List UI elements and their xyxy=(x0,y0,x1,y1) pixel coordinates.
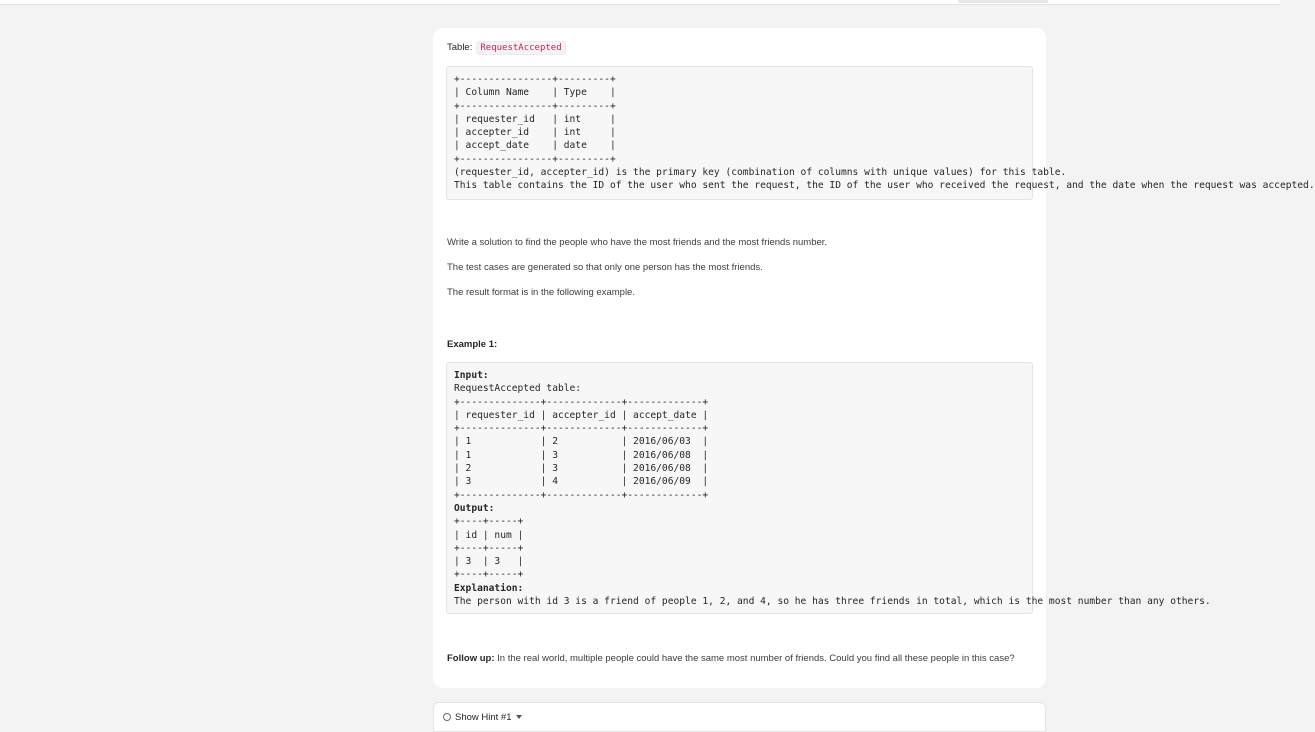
show-hint-label: Show Hint #1 xyxy=(455,712,512,723)
table-intro xyxy=(447,42,566,53)
output-body: +----+-----+ | id | num | +----+-----+ | 3 | 3 | +----+-----+ xyxy=(454,516,524,581)
table-intro-label: Table: xyxy=(447,42,473,53)
input-body: RequestAccepted table: +--------------+-------------+-------------+ | requester_id | accepter_id | accept_date | +--------------+-------------+-------------+ | 1 | 2 | 2016/06/03 | | 1 | 3 | 2016/06/08 | | 2 | 3 | 2016/06/08 | | 3 | 4 | 2016/06/09 | +--------------+-------------+-------------+ xyxy=(454,383,709,501)
input-label: Input: xyxy=(454,370,489,381)
follow-up-text: In the real world, multiple people could have the same most number of friends. Could you find all these people in this case? xyxy=(494,653,1015,664)
chevron-down-icon xyxy=(516,715,522,719)
description-paragraph-3: The result format is in the following example. xyxy=(447,287,635,298)
top-bar xyxy=(0,0,1280,5)
top-bar-accent xyxy=(958,0,1048,3)
example-code-block xyxy=(446,362,1211,614)
problem-description-card xyxy=(433,28,1315,688)
follow-up-label: Follow up: xyxy=(447,653,495,664)
show-hint-button[interactable] xyxy=(433,702,1046,732)
description-paragraph-2: The test cases are generated so that only one person has the most friends. xyxy=(447,262,763,273)
output-label: Output: xyxy=(454,502,495,514)
explanation-label: Explanation: xyxy=(454,582,524,594)
table-name-code: RequestAccepted xyxy=(476,41,565,55)
example-title: Example 1: xyxy=(447,339,498,350)
follow-up-paragraph xyxy=(447,653,1015,664)
description-paragraph-1: Write a solution to find the people who have the most friends and the most friends number. xyxy=(447,237,828,248)
schema-code-block: +----------------+---------+ | Column Name | Type | +----------------+---------+ | requester_id | int | | accepter_id | int | | accept_date | date | +----------------+---------+ (requester_id, accepter_id) is the primary key (combination of columns with unique values) for this table. This table contains the ID of the user who sent the request, the ID of the user who received the request, and the date when the request was accepted. xyxy=(446,66,1033,200)
lightbulb-icon xyxy=(443,713,451,721)
explanation-body: The person with id 3 is a friend of people 1, 2, and 4, so he has three friends in total, which is the most number than any others. xyxy=(454,596,1211,608)
